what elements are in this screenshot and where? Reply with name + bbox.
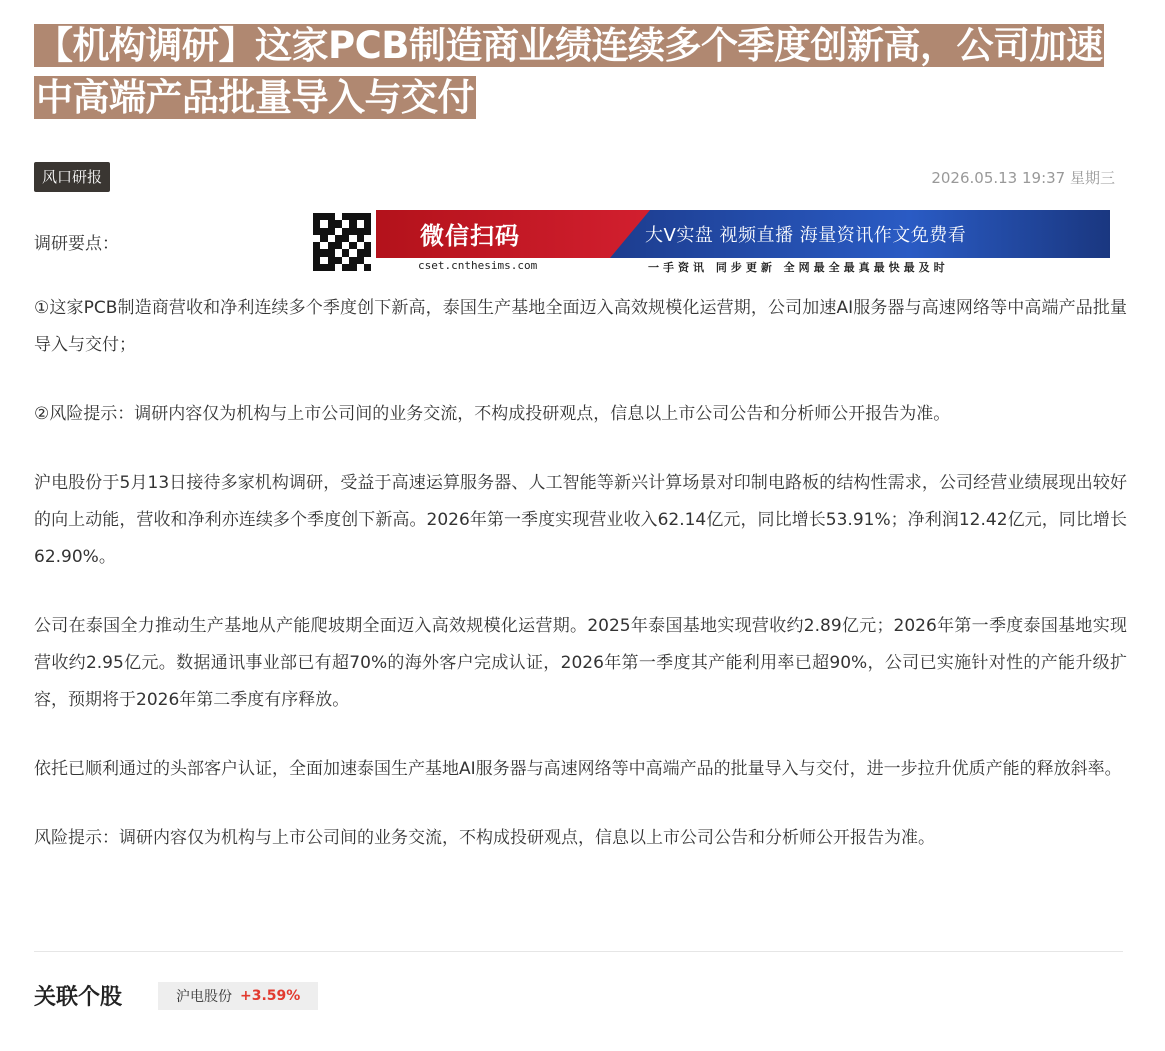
article-paragraph: 风险提示：调研内容仅为机构与上市公司间的业务交流，不构成投研观点，信息以上市公司公告和分析师公开报告为准。	[34, 828, 935, 848]
stock-name: 沪电股份	[176, 988, 233, 1005]
qr-code-icon	[310, 210, 376, 274]
category-tag[interactable]: 风口研报	[34, 162, 110, 192]
article-paragraph: ①这家PCB制造商营收和净利连续多个季度创下新高，泰国生产基地全面迈入高效规模化运营期，公司加速AI服务器与高速网络等中高端产品批量导入与交付；	[34, 298, 1127, 355]
stock-chip[interactable]	[158, 982, 318, 1010]
section-divider	[34, 951, 1123, 952]
article-paragraph: 沪电股份于5月13日接待多家机构调研，受益于高速运算服务器、人工智能等新兴计算场景对印制电路板的结构性需求，公司经营业绩展现出较好的向上动能，营收和净利亦连续多个季度创下新高。2026年第一季度实现营业收入62.14亿元，同比增长53.91%；净利润12.42亿元，同比增长62.90%。	[34, 473, 1127, 567]
article-title	[34, 20, 1127, 124]
article-meta	[34, 162, 1127, 192]
stock-change: +3.59%	[240, 987, 301, 1004]
banner-slogan: 一手资讯 同步更新 全网最全最真最快最及时	[648, 261, 949, 274]
article-paragraph: 公司在泰国全力推动生产基地从产能爬坡期全面迈入高效规模化运营期。2025年泰国基地实现营收约2.89亿元；2026年第一季度泰国基地实现营收约2.95亿元。数据通讯事业部已有超70%的海外客户完成认证，2026年第一季度其产能利用率已超90%，公司已实施针对性的产能升级扩容，预期将于2026年第二季度有序释放。	[34, 616, 1127, 710]
related-stocks-title: 关联个股	[34, 985, 123, 1010]
publish-datetime: 2026.05.13 19:37 星期三	[931, 168, 1115, 187]
banner-promo-text: 大V实盘 视频直播 海量资讯作文免费看	[645, 225, 967, 246]
article-body	[34, 290, 1127, 857]
banner-url: cset.cnthesims.com	[418, 259, 538, 272]
article-paragraph: 依托已顺利通过的头部客户认证，全面加速泰国生产基地AI服务器与高速网络等中高端产品的批量导入与交付，进一步拉升优质产能的释放斜率。	[34, 759, 1122, 779]
wechat-promo-banner[interactable]	[310, 210, 1110, 274]
banner-wechat-scan: 微信扫码	[420, 222, 520, 250]
related-stocks	[34, 980, 318, 1011]
key-points-label: 调研要点：	[34, 234, 119, 254]
article-title-text: 【机构调研】这家PCB制造商业绩连续多个季度创新高，公司加速中高端产品批量导入与交付	[36, 24, 1103, 119]
key-points-row	[34, 210, 1127, 276]
article-paragraph: ②风险提示：调研内容仅为机构与上市公司间的业务交流，不构成投研观点，信息以上市公司公告和分析师公开报告为准。	[34, 404, 951, 424]
